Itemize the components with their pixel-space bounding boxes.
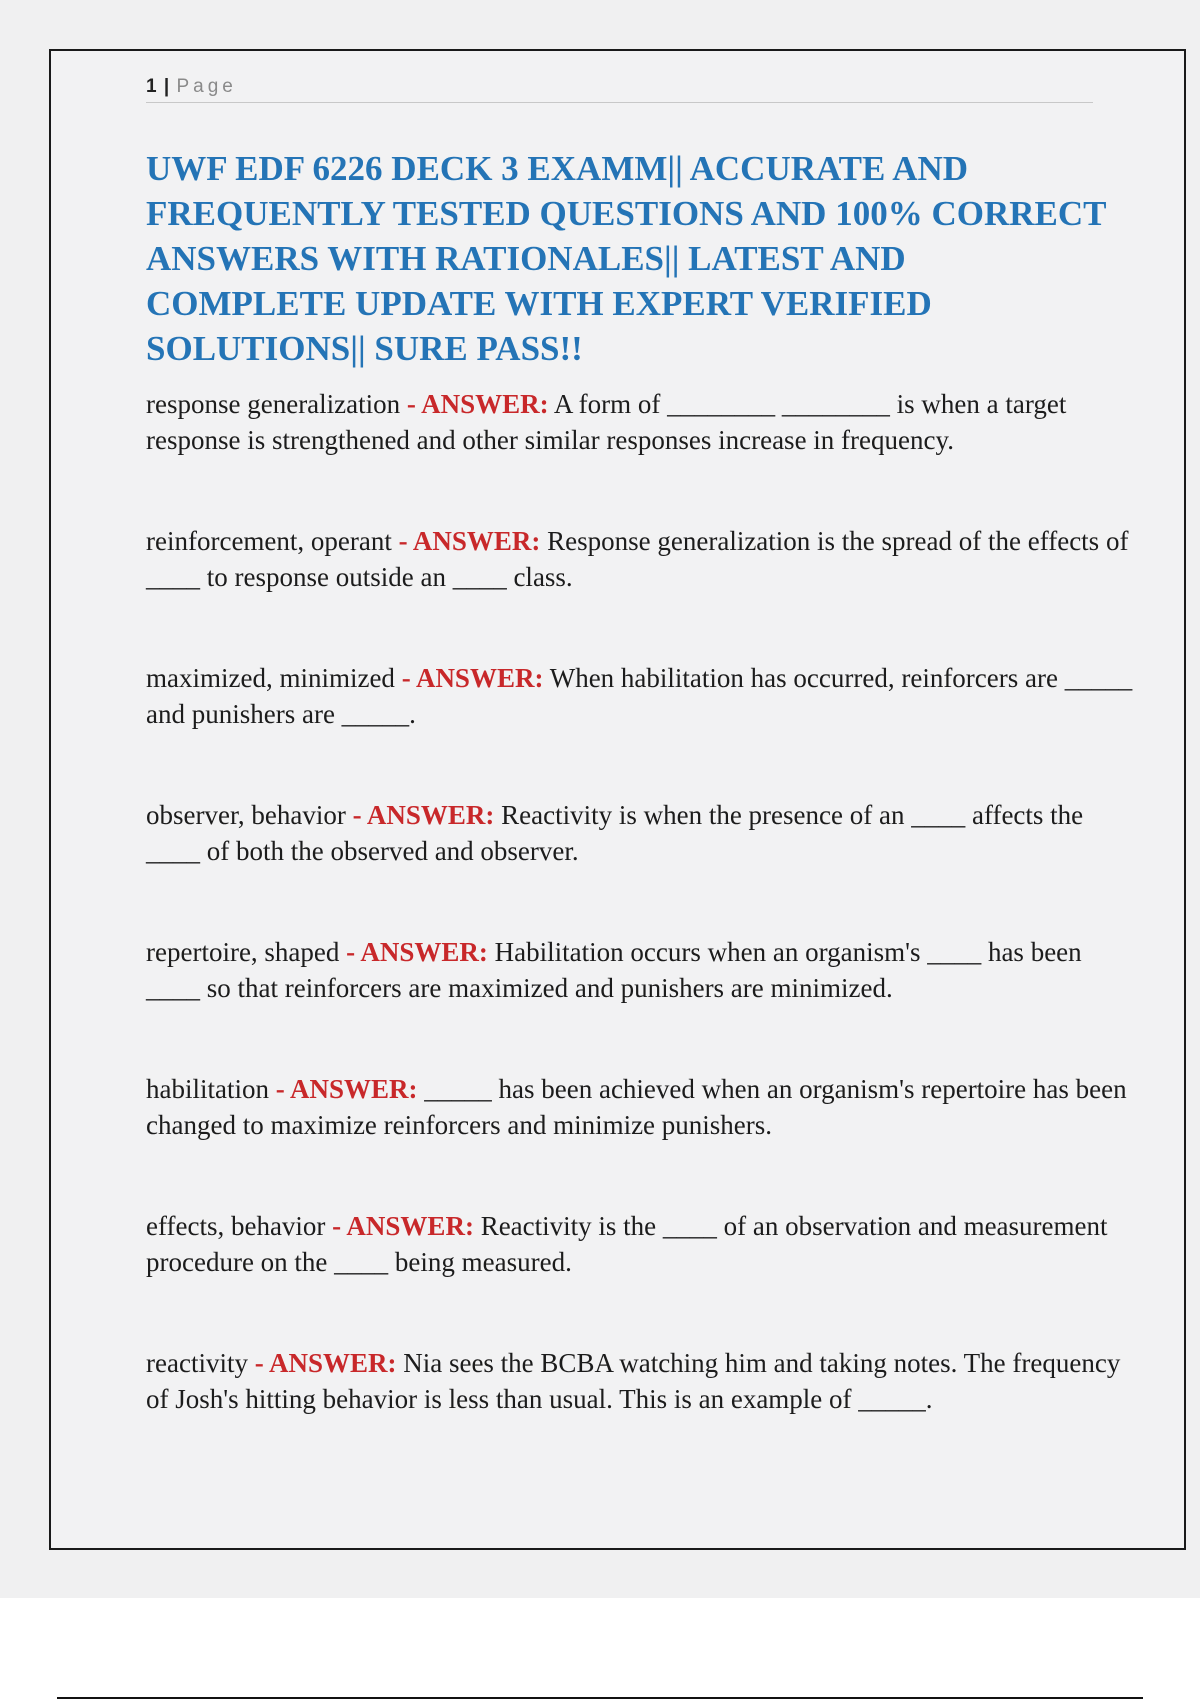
qa-item xyxy=(146,797,1136,934)
answer-label: - ANSWER: xyxy=(332,1211,474,1241)
answer-label: - ANSWER: xyxy=(346,937,488,967)
qa-item xyxy=(146,934,1136,1071)
answer-term: repertoire, shaped xyxy=(146,937,340,967)
document-title: UWF EDF 6226 DECK 3 EXAMM|| ACCURATE AND FREQUENTLY TESTED QUESTIONS AND 100% CORRECT ANSWERS WITH RATIONALES|| LATEST AND COMPLETE UPDATE WITH EXPERT VERIFIED SOLUTIONS|| SURE PASS!! xyxy=(146,149,1106,368)
question-text: Response generalization is the spread of the effects of ____ to response outside an ____ class. xyxy=(146,526,1129,592)
answer-label: - ANSWER: xyxy=(401,663,544,693)
qa-item xyxy=(146,1208,1136,1345)
page-number: 1 xyxy=(146,76,157,97)
question-text: _____ has been achieved when an organism's repertoire has been changed to maximize reinforcers and minimize punishers. xyxy=(146,1074,1127,1140)
answer-label: - ANSWER: xyxy=(398,526,541,556)
qa-item xyxy=(146,523,1136,660)
answer-term: reactivity xyxy=(146,1348,248,1378)
page-header xyxy=(146,76,1093,103)
answer-term: maximized, minimized xyxy=(146,663,395,693)
question-text: A form of ________ ________ is when a target response is strengthened and other similar responses increase in frequency. xyxy=(146,389,1067,455)
question-text: Reactivity is when the presence of an ____ affects the ____ of both the observed and observer. xyxy=(146,800,1084,866)
answer-term: effects, behavior xyxy=(146,1211,326,1241)
answer-term: reinforcement, operant xyxy=(146,526,392,556)
answer-label: - ANSWER: xyxy=(352,800,495,830)
answer-term: observer, behavior xyxy=(146,800,346,830)
qa-item xyxy=(146,1071,1136,1208)
answer-term: habilitation xyxy=(146,1074,269,1104)
answer-term: response generalization xyxy=(146,389,401,419)
question-text: Nia sees the BCBA watching him and taking notes. The frequency of Josh's hitting behavior is less than usual. This is an example of _____. xyxy=(146,1348,1121,1414)
question-text: Habilitation occurs when an organism's ____ has been ____ so that reinforcers are maximized and punishers are minimized. xyxy=(146,937,1082,1003)
qa-item xyxy=(146,660,1136,797)
question-text: When habilitation has occurred, reinforcers are _____ and punishers are _____. xyxy=(146,663,1133,729)
question-text: Reactivity is the ____ of an observation and measurement procedure on the ____ being measured. xyxy=(146,1211,1108,1277)
footer-divider xyxy=(57,1697,1143,1699)
document-page xyxy=(49,49,1186,1550)
page-word: Page xyxy=(176,76,237,97)
qa-item xyxy=(146,386,1136,523)
page-separator: | xyxy=(163,76,170,97)
qa-list xyxy=(146,386,1136,1482)
qa-item xyxy=(146,1345,1136,1482)
answer-label: - ANSWER: xyxy=(254,1348,397,1378)
answer-label: - ANSWER: xyxy=(406,389,549,419)
answer-label: - ANSWER: xyxy=(275,1074,418,1104)
